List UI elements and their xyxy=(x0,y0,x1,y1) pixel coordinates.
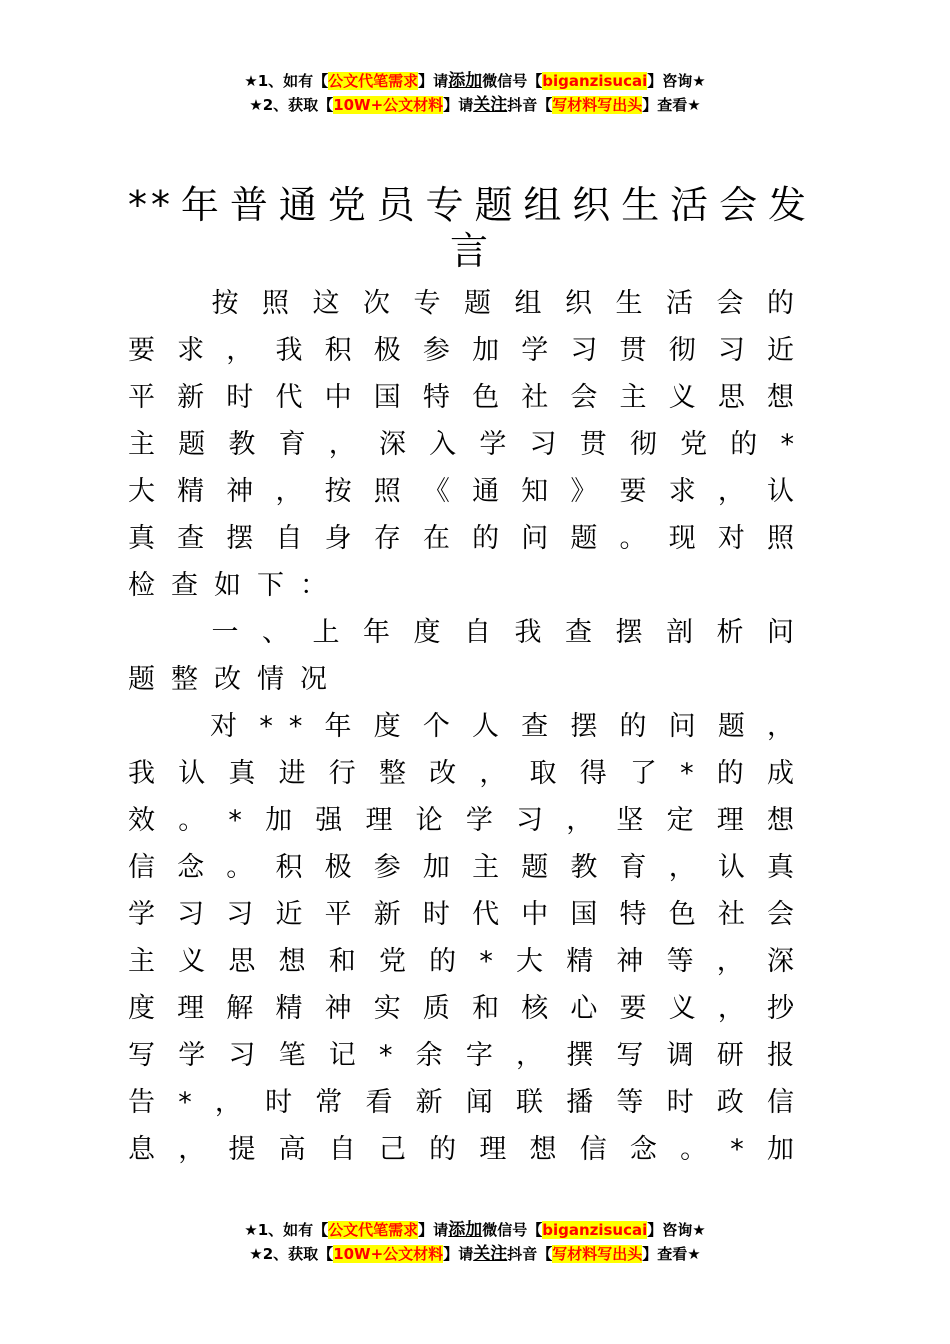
promo-line-2: ★2、获取【10W+公文材料】请关注抖音【写材料写出头】查看★ xyxy=(249,95,701,115)
paragraph-line: 主题教育，深入学习贯彻党的* xyxy=(128,429,810,460)
promo-line-1: ★1、如有【公文代笔需求】请添加微信号【biganzisucai】咨询★ xyxy=(244,71,706,91)
document-paragraphs xyxy=(128,280,810,1173)
document-title-continued: 言 xyxy=(449,229,488,273)
paragraph-line: 学习习近平新时代中国特色社会 xyxy=(128,899,810,930)
paragraph-first-line: 一、上年度自我查摆剖析问 xyxy=(204,617,810,648)
paragraph-line: 题整改情况 xyxy=(128,664,343,695)
paragraph-first-line: 按照这次专题组织生活会的 xyxy=(204,288,810,319)
wechat-id: biganzisucai xyxy=(542,72,648,90)
paragraph-line: 真查摆自身存在的问题。现对照 xyxy=(128,523,810,554)
paragraph-line: 检查如下： xyxy=(128,570,343,601)
paragraph-line: 写学习笔记*余字，撰写调研报 xyxy=(128,1040,810,1071)
paragraph-line: 我认真进行整改，取得了*的成 xyxy=(128,758,810,789)
promo-highlight: 公文代笔需求 xyxy=(328,72,419,90)
document-body xyxy=(128,182,810,1173)
paragraph-line: 息，提高自己的理想信念。*加 xyxy=(128,1134,810,1165)
footer-promo-banner xyxy=(0,1218,950,1266)
paragraph-line: 度理解精神实质和核心要义，抄 xyxy=(128,993,810,1024)
douyin-id: 写材料写出头 xyxy=(552,1245,643,1263)
promo-highlight: 公文代笔需求 xyxy=(328,1221,419,1239)
document-title: **年普通党员专题组织生活会发 xyxy=(128,183,810,227)
paragraph-line: 告*，时常看新闻联播等时政信 xyxy=(128,1087,810,1118)
promo-line-1: ★1、如有【公文代笔需求】请添加微信号【biganzisucai】咨询★ xyxy=(244,1220,706,1240)
promo-highlight: 10W+公文材料 xyxy=(333,1245,444,1263)
wechat-id: biganzisucai xyxy=(542,1221,648,1239)
promo-line-2: ★2、获取【10W+公文材料】请关注抖音【写材料写出头】查看★ xyxy=(249,1244,701,1264)
paragraph-first-line: 对**年度个人查摆的问题， xyxy=(204,711,810,742)
paragraph-line: 大精神，按照《通知》要求，认 xyxy=(128,476,810,507)
paragraph-line: 效。*加强理论学习，坚定理想 xyxy=(128,805,810,836)
paragraph-line: 平新时代中国特色社会主义思想 xyxy=(128,382,810,413)
paragraph-line: 主义思想和党的*大精神等，深 xyxy=(128,946,810,977)
paragraph-line: 要求，我积极参加学习贯彻习近 xyxy=(128,335,810,366)
paragraph-line: 信念。积极参加主题教育，认真 xyxy=(128,852,810,883)
douyin-id: 写材料写出头 xyxy=(552,96,643,114)
promo-highlight: 10W+公文材料 xyxy=(333,96,444,114)
header-promo-banner xyxy=(0,69,950,117)
